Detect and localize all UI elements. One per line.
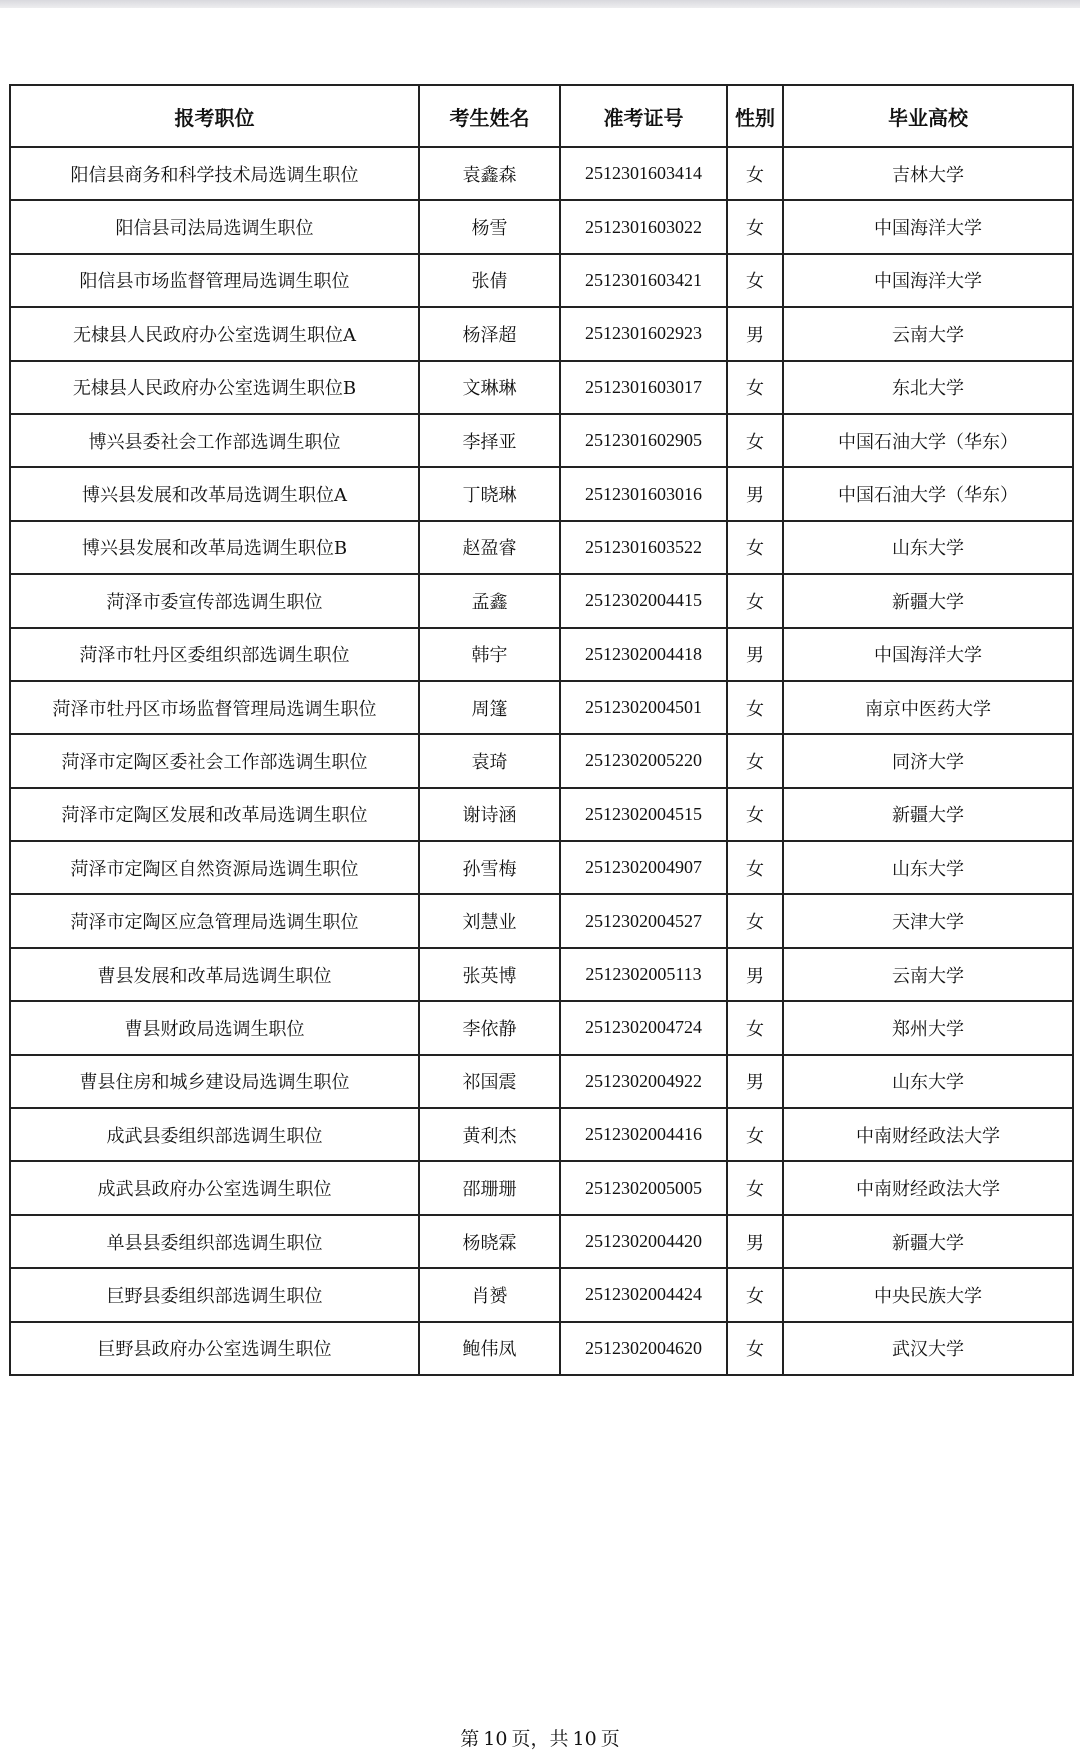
cell-position: 阳信县市场监督管理局选调生职位 xyxy=(10,254,419,307)
table-row xyxy=(10,1161,1073,1214)
table-row xyxy=(10,1268,1073,1321)
header-name: 考生姓名 xyxy=(419,85,560,147)
cell-gender: 女 xyxy=(727,254,783,307)
cell-university: 中南财经政法大学 xyxy=(783,1108,1073,1161)
cell-gender: 男 xyxy=(727,1055,783,1108)
cell-exam-id: 2512302004922 xyxy=(560,1055,727,1108)
cell-exam-id: 2512301603022 xyxy=(560,200,727,253)
table-row xyxy=(10,307,1073,360)
cell-gender: 女 xyxy=(727,681,783,734)
cell-name: 赵盈睿 xyxy=(419,521,560,574)
header-position: 报考职位 xyxy=(10,85,419,147)
cell-position: 菏泽市定陶区委社会工作部选调生职位 xyxy=(10,734,419,787)
cell-university: 东北大学 xyxy=(783,361,1073,414)
cell-gender: 女 xyxy=(727,841,783,894)
page-footer xyxy=(0,1724,1080,1751)
cell-position: 博兴县委社会工作部选调生职位 xyxy=(10,414,419,467)
cell-university: 中央民族大学 xyxy=(783,1268,1073,1321)
cell-gender: 女 xyxy=(727,1268,783,1321)
table-row xyxy=(10,1215,1073,1268)
cell-gender: 男 xyxy=(727,628,783,681)
cell-position: 无棣县人民政府办公室选调生职位B xyxy=(10,361,419,414)
table-row xyxy=(10,521,1073,574)
table-row xyxy=(10,361,1073,414)
cell-university: 郑州大学 xyxy=(783,1001,1073,1054)
cell-gender: 女 xyxy=(727,734,783,787)
table-row xyxy=(10,200,1073,253)
cell-university: 同济大学 xyxy=(783,734,1073,787)
cell-name: 黄利杰 xyxy=(419,1108,560,1161)
cell-position: 曹县发展和改革局选调生职位 xyxy=(10,948,419,1001)
cell-gender: 女 xyxy=(727,414,783,467)
cell-name: 李依静 xyxy=(419,1001,560,1054)
cell-gender: 女 xyxy=(727,1108,783,1161)
top-edge xyxy=(0,0,1080,8)
cell-university: 中国石油大学（华东） xyxy=(783,414,1073,467)
cell-gender: 女 xyxy=(727,788,783,841)
cell-exam-id: 2512301602905 xyxy=(560,414,727,467)
table-row xyxy=(10,1108,1073,1161)
cell-name: 周篷 xyxy=(419,681,560,734)
cell-position: 曹县住房和城乡建设局选调生职位 xyxy=(10,1055,419,1108)
cell-name: 祁国震 xyxy=(419,1055,560,1108)
cell-exam-id: 2512302004415 xyxy=(560,574,727,627)
cell-position: 无棣县人民政府办公室选调生职位A xyxy=(10,307,419,360)
cell-name: 谢诗涵 xyxy=(419,788,560,841)
cell-exam-id: 2512301603414 xyxy=(560,147,727,200)
cell-exam-id: 2512301603017 xyxy=(560,361,727,414)
cell-name: 袁琦 xyxy=(419,734,560,787)
cell-gender: 女 xyxy=(727,200,783,253)
cell-gender: 女 xyxy=(727,361,783,414)
cell-university: 山东大学 xyxy=(783,521,1073,574)
cell-exam-id: 2512301603421 xyxy=(560,254,727,307)
cell-university: 中国海洋大学 xyxy=(783,628,1073,681)
cell-name: 孙雪梅 xyxy=(419,841,560,894)
cell-university: 新疆大学 xyxy=(783,1215,1073,1268)
cell-position: 菏泽市定陶区自然资源局选调生职位 xyxy=(10,841,419,894)
cell-name: 邵珊珊 xyxy=(419,1161,560,1214)
cell-university: 武汉大学 xyxy=(783,1322,1073,1375)
cell-exam-id: 2512301603016 xyxy=(560,467,727,520)
cell-exam-id: 2512302004420 xyxy=(560,1215,727,1268)
cell-university: 新疆大学 xyxy=(783,788,1073,841)
cell-university: 山东大学 xyxy=(783,841,1073,894)
header-gender: 性别 xyxy=(727,85,783,147)
cell-name: 丁晓琳 xyxy=(419,467,560,520)
table-row xyxy=(10,254,1073,307)
cell-exam-id: 2512302004527 xyxy=(560,894,727,947)
footer-middle: 页，共 xyxy=(511,1728,569,1750)
cell-university: 吉林大学 xyxy=(783,147,1073,200)
cell-position: 菏泽市委宣传部选调生职位 xyxy=(10,574,419,627)
cell-name: 杨晓霖 xyxy=(419,1215,560,1268)
cell-position: 巨野县政府办公室选调生职位 xyxy=(10,1322,419,1375)
cell-name: 鲍伟凤 xyxy=(419,1322,560,1375)
cell-position: 博兴县发展和改革局选调生职位A xyxy=(10,467,419,520)
cell-exam-id: 2512302004515 xyxy=(560,788,727,841)
cell-gender: 女 xyxy=(727,1161,783,1214)
cell-name: 张倩 xyxy=(419,254,560,307)
cell-position: 阳信县司法局选调生职位 xyxy=(10,200,419,253)
header-university: 毕业高校 xyxy=(783,85,1073,147)
cell-gender: 男 xyxy=(727,307,783,360)
cell-name: 袁鑫森 xyxy=(419,147,560,200)
table-row xyxy=(10,948,1073,1001)
cell-name: 刘慧业 xyxy=(419,894,560,947)
table-row xyxy=(10,414,1073,467)
header-exam-id: 准考证号 xyxy=(560,85,727,147)
table-header-row xyxy=(10,85,1073,147)
cell-position: 阳信县商务和科学技术局选调生职位 xyxy=(10,147,419,200)
cell-university: 新疆大学 xyxy=(783,574,1073,627)
cell-exam-id: 2512302005220 xyxy=(560,734,727,787)
cell-name: 肖赟 xyxy=(419,1268,560,1321)
cell-university: 南京中医药大学 xyxy=(783,681,1073,734)
cell-university: 山东大学 xyxy=(783,1055,1073,1108)
table-row xyxy=(10,574,1073,627)
cell-exam-id: 2512302005005 xyxy=(560,1161,727,1214)
cell-exam-id: 2512302004724 xyxy=(560,1001,727,1054)
cell-name: 杨雪 xyxy=(419,200,560,253)
cell-gender: 女 xyxy=(727,1322,783,1375)
cell-position: 单县县委组织部选调生职位 xyxy=(10,1215,419,1268)
cell-position: 菏泽市牡丹区委组织部选调生职位 xyxy=(10,628,419,681)
cell-gender: 女 xyxy=(727,1001,783,1054)
cell-position: 成武县委组织部选调生职位 xyxy=(10,1108,419,1161)
cell-position: 曹县财政局选调生职位 xyxy=(10,1001,419,1054)
cell-exam-id: 2512302004424 xyxy=(560,1268,727,1321)
cell-exam-id: 2512301603522 xyxy=(560,521,727,574)
table-row xyxy=(10,467,1073,520)
cell-position: 菏泽市牡丹区市场监督管理局选调生职位 xyxy=(10,681,419,734)
footer-current-page: 10 xyxy=(483,1728,508,1750)
cell-university: 中国海洋大学 xyxy=(783,254,1073,307)
cell-name: 张英博 xyxy=(419,948,560,1001)
cell-position: 菏泽市定陶区应急管理局选调生职位 xyxy=(10,894,419,947)
cell-gender: 男 xyxy=(727,948,783,1001)
cell-gender: 男 xyxy=(727,467,783,520)
table-row xyxy=(10,1001,1073,1054)
table-row xyxy=(10,894,1073,947)
cell-exam-id: 2512302005113 xyxy=(560,948,727,1001)
cell-gender: 女 xyxy=(727,574,783,627)
cell-gender: 男 xyxy=(727,1215,783,1268)
footer-prefix: 第 xyxy=(460,1728,480,1750)
candidate-table xyxy=(9,84,1074,1376)
cell-name: 韩宇 xyxy=(419,628,560,681)
cell-exam-id: 2512302004620 xyxy=(560,1322,727,1375)
table-row xyxy=(10,1055,1073,1108)
cell-gender: 女 xyxy=(727,147,783,200)
cell-university: 中国石油大学（华东） xyxy=(783,467,1073,520)
table-row xyxy=(10,841,1073,894)
footer-suffix: 页 xyxy=(600,1728,620,1750)
table-row xyxy=(10,681,1073,734)
cell-exam-id: 2512302004501 xyxy=(560,681,727,734)
table-row xyxy=(10,1322,1073,1375)
cell-name: 杨泽超 xyxy=(419,307,560,360)
cell-exam-id: 2512302004416 xyxy=(560,1108,727,1161)
cell-name: 李择亚 xyxy=(419,414,560,467)
cell-name: 文琳琳 xyxy=(419,361,560,414)
cell-position: 巨野县委组织部选调生职位 xyxy=(10,1268,419,1321)
cell-university: 云南大学 xyxy=(783,307,1073,360)
cell-gender: 女 xyxy=(727,894,783,947)
cell-university: 天津大学 xyxy=(783,894,1073,947)
table-row xyxy=(10,734,1073,787)
cell-exam-id: 2512302004418 xyxy=(560,628,727,681)
table-row xyxy=(10,788,1073,841)
cell-university: 云南大学 xyxy=(783,948,1073,1001)
table-row xyxy=(10,147,1073,200)
cell-exam-id: 2512302004907 xyxy=(560,841,727,894)
cell-gender: 女 xyxy=(727,521,783,574)
cell-name: 孟鑫 xyxy=(419,574,560,627)
cell-position: 菏泽市定陶区发展和改革局选调生职位 xyxy=(10,788,419,841)
cell-position: 成武县政府办公室选调生职位 xyxy=(10,1161,419,1214)
footer-total-pages: 10 xyxy=(572,1728,597,1750)
cell-university: 中国海洋大学 xyxy=(783,200,1073,253)
cell-university: 中南财经政法大学 xyxy=(783,1161,1073,1214)
cell-exam-id: 2512301602923 xyxy=(560,307,727,360)
table-row xyxy=(10,628,1073,681)
cell-position: 博兴县发展和改革局选调生职位B xyxy=(10,521,419,574)
